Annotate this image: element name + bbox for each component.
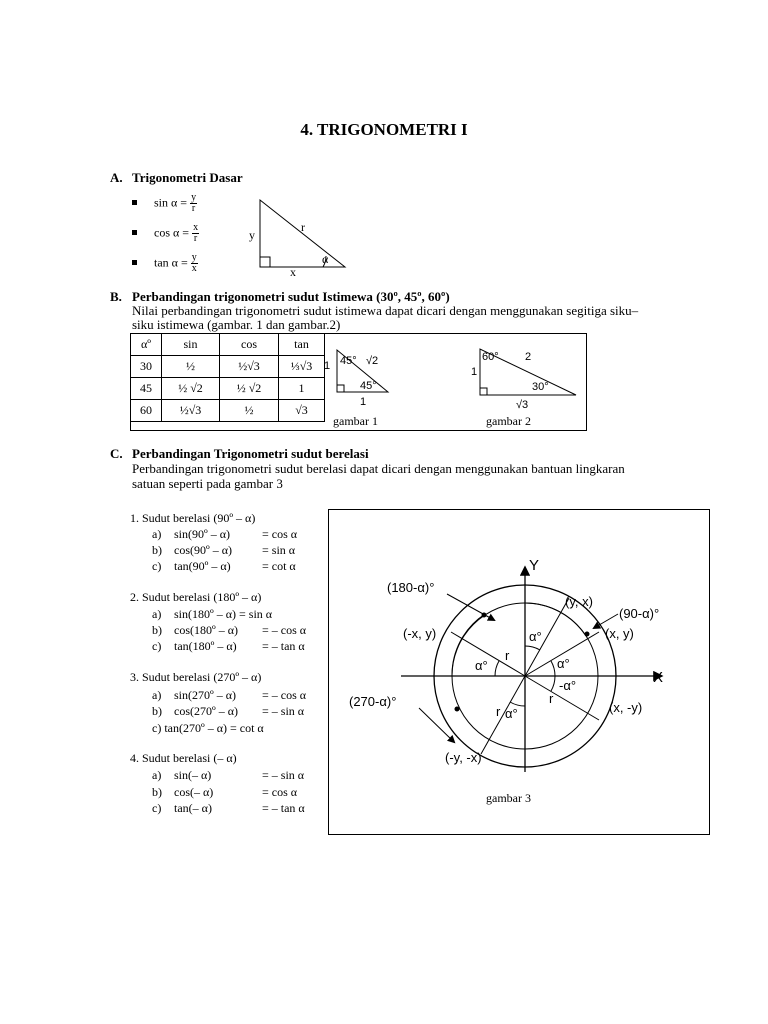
identity-rhs: = cos α (262, 785, 298, 799)
item-label: b) (152, 623, 162, 637)
table-cell: 45 (131, 378, 162, 400)
cos-definition: cos α = $\frac{x}{r}$ (154, 222, 199, 244)
table-header: sin (162, 334, 220, 356)
label-y-x: (y, x) (565, 594, 593, 609)
identity-rhs: = cos α (262, 527, 298, 541)
svg-text:r: r (505, 648, 510, 663)
triangle-angle-alpha: α (322, 252, 329, 266)
group-2-title: 2. Sudut berelasi (180º – α) (130, 590, 262, 604)
group-3-title: 3. Sudut berelasi (270º – α) (130, 670, 262, 684)
identity-lhs: sin(270º – α) (174, 688, 237, 702)
svg-text:α°: α° (557, 656, 570, 671)
table-header: αº (131, 334, 162, 356)
identity-lhs: sin(– α) (174, 768, 212, 782)
table-cell: 60 (131, 400, 162, 422)
section-b-heading: Perbandingan trigonometri sudut Istimewa (30º, 45º, 60º) (132, 289, 450, 304)
radius-neg-y-neg-x (481, 676, 525, 754)
svg-text:r: r (496, 704, 501, 719)
table-cell: √3 (279, 400, 325, 422)
table-header-row (131, 334, 325, 356)
table-cell: ½√3 (220, 356, 279, 378)
section-c-label: C. (110, 446, 123, 461)
table-cell: ½ (162, 356, 220, 378)
x-axis-label: X (653, 669, 664, 686)
svg-text:√2: √2 (366, 355, 379, 367)
section-a-label: A. (110, 170, 123, 185)
svg-text:45°: 45° (340, 355, 357, 367)
identity-rhs: = – cos α (262, 623, 307, 637)
bullet-icon (132, 260, 137, 265)
svg-text:45°: 45° (360, 380, 377, 392)
tan-definition: tan α = $\frac{y}{x}$ (154, 252, 197, 274)
item-label: a) (152, 527, 162, 541)
section-b-text-1: Nilai perbandingan trigonometri sudut istimewa dapat dicari dengan menggunakan segitiga siku– (132, 303, 639, 318)
table-cell: ½√3 (162, 400, 220, 422)
table-cell: ½ √2 (162, 378, 220, 400)
table-cell: 30 (131, 356, 162, 378)
bullet-icon (132, 200, 137, 205)
section-c-text-1: Perbandingan trigonometri sudut berelasi dapat dicari dengan menggunakan bantuan lingkaran (132, 461, 625, 476)
identity-lhs: cos(270º – α) (174, 704, 238, 718)
identity-rhs: = – sin α (262, 704, 305, 718)
figure-2-triangle (468, 345, 583, 411)
svg-text:1: 1 (360, 396, 367, 407)
identity-rhs: = cot α (262, 559, 296, 573)
svg-text:r: r (549, 691, 554, 706)
section-b-text-2: siku istimewa (gambar. 1 dan gambar.2) (132, 317, 341, 332)
svg-text:-α°: -α° (559, 678, 577, 693)
label-x-neg-y: (x, -y) (609, 700, 643, 715)
triangle-side-x: x (290, 265, 296, 277)
identity-rhs: = – tan α (262, 639, 305, 653)
identity-lhs: tan(– α) (174, 801, 212, 815)
item-label: b) (152, 704, 162, 718)
special-angles-table (130, 333, 325, 422)
identity-rhs: = – tan α (262, 801, 305, 815)
triangle-side-y: y (249, 228, 255, 242)
identity-rhs: = – sin α (262, 768, 305, 782)
figure-1-triangle (320, 345, 400, 407)
label-neg-y-neg-x: (-y, -x) (445, 750, 482, 765)
radius-neg-x-y (451, 632, 525, 676)
group-4-title: 4. Sudut berelasi (– α) (130, 751, 237, 765)
table-cell: ⅓√3 (279, 356, 325, 378)
identity-lhs: cos(– α) (174, 785, 214, 799)
table-header: cos (220, 334, 279, 356)
identity-rhs: = – cos α (262, 688, 307, 702)
figure-1-caption: gambar 1 (333, 414, 378, 428)
table-cell: ½ √2 (220, 378, 279, 400)
item-label: b) (152, 785, 162, 799)
svg-text:30°: 30° (532, 381, 549, 393)
svg-text:2: 2 (525, 351, 532, 363)
section-b-label: B. (110, 289, 122, 304)
identity-lhs: tan(90º – α) (174, 559, 231, 573)
label-90-minus-alpha: (90-α)° (619, 606, 660, 621)
figure-3-caption: gambar 3 (486, 791, 531, 805)
y-axis-label: Y (529, 557, 540, 574)
triangle-side-r: r (301, 220, 305, 234)
item-label: c) (152, 559, 162, 573)
identity-lhs: tan(180º – α) (174, 639, 237, 653)
svg-text:α°: α° (505, 706, 518, 721)
table-cell: 1 (279, 378, 325, 400)
section-a-heading: Trigonometri Dasar (132, 170, 243, 185)
label-180-minus-alpha: (180-α)° (387, 580, 435, 595)
section-c-text-2: satuan seperti pada gambar 3 (132, 476, 283, 491)
table-header: tan (279, 334, 325, 356)
group-1-title: 1. Sudut berelasi (90º – α) (130, 511, 256, 525)
table-row (131, 356, 325, 378)
identity-lhs: c) tan(270º – α) = cot α (152, 721, 264, 735)
item-label: a) (152, 607, 162, 621)
basic-right-triangle (245, 195, 355, 277)
svg-text:1: 1 (324, 360, 331, 372)
svg-text:α°: α° (475, 658, 488, 673)
table-row (131, 378, 325, 400)
label-x-y: (x, y) (605, 626, 634, 641)
item-label: c) (152, 639, 162, 653)
page-title: 4. TRIGONOMETRI I (300, 120, 468, 139)
item-label: c) (152, 801, 162, 815)
svg-text:1: 1 (471, 366, 478, 378)
bullet-icon (132, 230, 137, 235)
identity-lhs: cos(90º – α) (174, 543, 232, 557)
identity-lhs: cos(180º – α) (174, 623, 238, 637)
unit-circle-diagram (329, 510, 707, 832)
item-label: a) (152, 768, 162, 782)
identity-rhs: = sin α (262, 543, 296, 557)
identity-lhs: sin(180º – α) = sin α (174, 607, 273, 621)
item-label: b) (152, 543, 162, 557)
svg-text:α°: α° (529, 629, 542, 644)
section-c-heading: Perbandingan Trigonometri sudut berelasi (132, 446, 369, 461)
svg-text:√3: √3 (516, 399, 529, 411)
table-row (131, 400, 325, 422)
identity-lhs: sin(90º – α) (174, 527, 231, 541)
svg-text:60°: 60° (482, 351, 499, 363)
label-270-minus-alpha: (270-α)° (349, 694, 397, 709)
label-neg-x-y: (-x, y) (403, 626, 437, 641)
table-cell: ½ (220, 400, 279, 422)
figure-2-caption: gambar 2 (486, 414, 531, 428)
item-label: a) (152, 688, 162, 702)
sin-definition: sin α = $\frac{y}{r}$ (154, 192, 197, 214)
